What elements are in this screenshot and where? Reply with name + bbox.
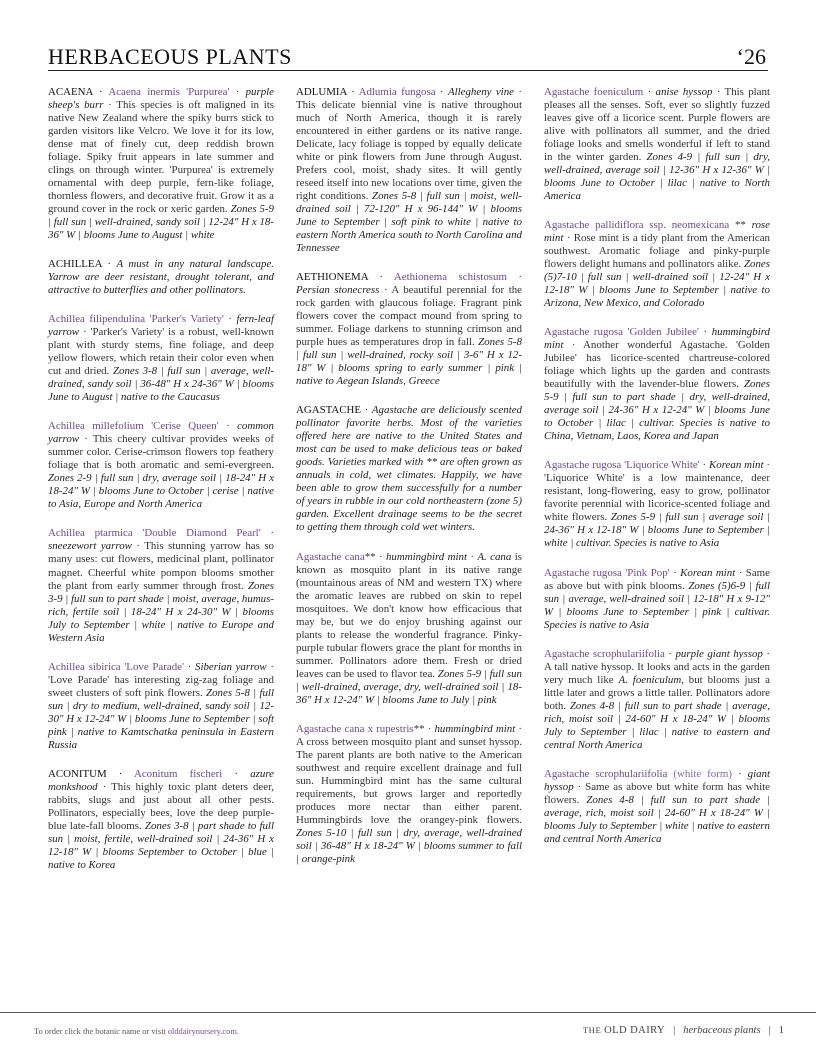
entry-text: · [731, 767, 748, 780]
entry-text: Zones 5-9 | full sun | well-drained, average, dry, well-drained soil | 18-36" H x 12-24" W | blooms June to July | pink [296, 667, 523, 706]
entry-text: Siberian yarrow [195, 660, 267, 673]
entry-text: · Same as above but white form has white flowers. [544, 780, 770, 806]
order-note-end: . [236, 1027, 239, 1036]
section-name: herbaceous plants [683, 1025, 761, 1036]
entry-text: · [699, 459, 710, 472]
entry-text: hummingbird mint [544, 326, 771, 352]
footer-separator: | [768, 1025, 771, 1036]
entry-text: · This cheery cultivar provides weeks of summer color. Cerise-crimson flowers top feathery foliage that is both aromatic and semi-evergreen. [48, 433, 274, 472]
entry-text: Zones 5-9 | full sun to part shade | dry, well-drained, average soil | 24-36" H x 12-24" W | blooms June to October | lilac | cultivar. Species is native to China, Vietnam, Laos, Korea and Japan [544, 378, 770, 443]
plant-name-link[interactable]: Agastache scrophulariifolia [544, 767, 668, 780]
brand-name: OLD DAIRY [604, 1025, 666, 1036]
genus-heading: ACHILLEA · [48, 258, 117, 271]
plant-entry-aethionema [296, 271, 522, 388]
entry-text: Agastache are deliciously scented pollinator favorite herbs. Most of the varieties offered here are native to the United States and most can be used to make delicious teas or baked goods. Varieties marked with ** are often grown as annuals in cold, wet climates. Happily, we have been able to grow them successfully for a number of years in rubble in our cold northeastern (zone 5) garden. Excellent drainage seems to be the secret to getting them through cold wet winters. [296, 404, 523, 534]
plant-entry-agastache-rug-pp [544, 567, 770, 632]
entry-text: Zones 5-10 | full sun | dry, average, well-drained soil | 36-48" H x 18-24" W | blooms summer to fall | orange-pink [296, 826, 522, 865]
plant-name-link[interactable]: Achillea ptarmica 'Double Diamond Pearl' [48, 527, 261, 540]
plant-entry-agastache-cana-rup [296, 723, 522, 866]
footer-separator: | [673, 1025, 676, 1036]
entry-text: Zones 5-8 | full sun | moist, well-drained soil | 72-120" H x 96-144" W | blooms June to September | soft pink to white | native to eastern North America south to North Carolina and Tennessee [296, 190, 522, 255]
entry-text: · [506, 271, 522, 284]
entry-text: A. foeniculum [618, 673, 682, 686]
entry-text: · [435, 86, 448, 98]
entry-text: Zones 5-8 | full sun | well-drained, rocky soil | 3-6" H x 12-18" W | blooms spring to early summer | pink | native to Aegean Islands, Greece [296, 336, 522, 388]
entry-text: · [229, 86, 246, 98]
plant-name-link[interactable]: Achillea millefolium 'Cerise Queen' [48, 420, 219, 433]
plant-name-link[interactable]: Agastache pallidiflora ssp. neomexicana [544, 219, 730, 232]
footer-divider [0, 1012, 816, 1013]
entry-text: · This stunning yarrow has so many uses: cut flowers, medicinal plant, pollinator magnet. Cheerful white pompon blooms smother the plant from early summer through frost. [48, 540, 275, 592]
plant-entry-agastache-rug-lw [544, 459, 770, 550]
entry-text: Zones 3-8 | part shade to full sun | moist, fertile, well-drained soil | 24-36" H x 12-18" W | blooms September to October | blue | native to Korea [48, 819, 274, 871]
plant-entry-achillea-mil [48, 420, 274, 511]
entry-text: , but blooms just a little later and grows a little taller. Pollinators adore both. [544, 673, 770, 712]
plant-entry-aconitum [48, 768, 274, 872]
plant-entry-agastache-scr-wf [544, 768, 770, 846]
entry-text: ** · [364, 550, 386, 563]
entry-text: Zones 5-9 | full sun | well-drained, sandy soil | 12-24" H x 18-36" W | blooms June to August | white [48, 203, 274, 242]
header-divider [48, 70, 768, 71]
entry-text: · This species is oft maligned in its native New Zealand where the spiky burrs stick to garden visitors like Velcro. We love it for its low, dense mat of finely cut, deep reddish brown foliage. Spiky fruit appears in late summer and clings on through winter. 'Purpurea' is extremely ornamental with deep purple, fern-like foliage, thornless flowers, and decorative fruit. Grow it as a ground cover in the rock or xeric garden. [48, 99, 274, 216]
entry-text: · [467, 550, 478, 563]
plant-entry-agastache-scr [544, 648, 770, 752]
catalog-column-3 [544, 86, 770, 846]
entry-text: · [222, 767, 251, 780]
entry-text: · [183, 660, 195, 673]
entry-text: · [664, 647, 676, 660]
entry-text: Zones 5-8 | full sun | dry to medium, well-drained, sandy soil | 12-30" H x 12-24" W | blooms June to September | soft pink | native to Kamtschatka peninsula in Eastern Russia [48, 686, 274, 751]
entry-text: Persian stonecress [296, 284, 380, 297]
genus-heading: AETHIONEMA · [296, 271, 394, 284]
plant-entry-agastache-pal [544, 219, 770, 310]
plant-entry-acaena [48, 86, 274, 242]
entry-text: · This delicate biennial vine is native throughout much of North America, though it is rarely encountered in either gardens or its native range. Delicate, lacy foliage is topped by equally delicate white or pink flowers from June through August. Prefers cool, moist, shady sites. It will gently reseed itself into new locations over time, given the right conditions. [296, 86, 522, 203]
entry-text: Zones 3-9 | full sun to part shade | moist, average, humus-rich, fertile soil | 18-24" H x 24-30" W | blooms July to September | white | native to Europe and Western Asia [48, 579, 274, 644]
entry-text: Zones 5-9 | full sun | average soil | 24-36" H x 12-18" W | blooms June to September | white | cultivar. Species is native to Asia [544, 511, 770, 550]
plant-name-link[interactable]: Adlumia fungosa [358, 86, 436, 98]
catalog-column-2 [296, 86, 522, 866]
entry-text: Korean mint [709, 459, 764, 472]
entry-text: Zones (5)7-10 | full sun | well-drained soil | 12-24" H x 12-18" W | blooms June to September | native to Arizona, New Mexico, and Colorado [544, 258, 770, 310]
entry-text: A must in any natural landscape. Yarrow are deer resistant, drought tolerant, and attractive to butterflies and other pollinators. [48, 258, 275, 297]
entry-text: · 'Love Parade' has interesting zig-zag foliage and sweet clusters of soft pink flowers. [48, 660, 274, 699]
entry-text: rose mint [544, 219, 771, 245]
page-header [48, 44, 768, 70]
entry-text: · 'Liquorice White' is a low maintenance, deer resistant, long-flowering, easy to grow, pollinator favorite perennial with licorice-scented foliage and white flowers. [544, 459, 771, 524]
entry-text: A. cana [477, 550, 512, 563]
plant-name-link[interactable]: Agastache rugosa 'Liquorice White' [544, 459, 700, 472]
entry-text: ** [729, 219, 752, 232]
plant-name-link[interactable]: Agastache foeniculum [544, 86, 644, 98]
entry-text: purple sheep's burr [48, 86, 274, 112]
entry-text: hummingbird mint [385, 550, 467, 563]
plant-entry-achillea-pta [48, 527, 274, 644]
entry-text: Korean mint [680, 566, 736, 579]
page-number: 1 [778, 1025, 784, 1036]
entry-text: · [643, 86, 656, 98]
entry-text: · [223, 313, 237, 326]
entry-text: Zones 4-9 | full sun | dry, well-drained, average soil | 12-36" H x 12-36" W | blooms June to October | lilac | native to North America [544, 151, 771, 203]
order-note-text: To order click the botanic name or visit [34, 1027, 168, 1036]
entry-text: Zones 2-9 | full sun | dry, average soil | 18-24" H x 18-24" W | blooms June to October | cerise | native to Asia, Europe and North America [48, 472, 274, 511]
catalog-columns [48, 86, 770, 986]
entry-text: · [218, 420, 238, 433]
entry-text: ** · [413, 722, 435, 735]
plant-name-link[interactable]: Agastache rugosa 'Golden Jubilee' [544, 326, 699, 339]
plant-entry-achillea-sib [48, 661, 274, 752]
entry-text: · A beautiful perennial for the rock garden with glaucous foliage. Fragrant pink flowers cover the compact mound from spring to summer. Foliage darkens to stunning crimson and purple hues as temperatures drop in fall. [296, 284, 522, 349]
footer-brand [583, 1025, 784, 1036]
plant-entry-achillea [48, 258, 274, 297]
plant-name-link[interactable]: Aconitum fischeri [133, 767, 223, 780]
genus-heading: ADLUMIA · [296, 86, 359, 98]
plant-name-link[interactable]: Agastache cana [296, 550, 365, 563]
entry-text: Zones 3-8 | full sun | average, well-drained, sandy soil | 36-48" H x 24-36" W | blooms June to August | native to the Caucasus [48, 365, 275, 404]
entry-text: · Rose mint is a tidy plant from the American southwest. Aromatic foliage and pinky-purple flowers delight humans and pollinators alike. [544, 232, 770, 271]
entry-text: Zones 4-8 | full sun to part shade | average, rich, moist soil | 24-60" H x 18-24" W | blooms July to September | white | native to eastern and central North America [544, 793, 770, 845]
genus-heading: AGASTACHE · [296, 404, 372, 417]
entry-text: is known as mosquito plant in its native range (mountainous areas of NM and western TX) where the aromatic leaves are rubbed on skin to repel mosquitoes. We don't know how efficacious that may be, but we do enjoy brushing against our plants to release the wonderful fragrance. Pinky-purple tubular flowers grace the plant for months in summer. Pollinators adore them. Fresh or dried leaves can be used to flavor tea. [296, 550, 522, 680]
entry-text: anise hyssop [655, 86, 713, 98]
plant-entry-achillea-fil [48, 313, 274, 404]
entry-text: Zones 4-8 | full sun to part shade | average, rich, moist soil | 24-60" H x 18-24" W | blooms July to September | lilac | native to eastern and central North America [544, 699, 770, 751]
entry-text: · Same as above but with pink blooms. [544, 566, 770, 592]
website-link[interactable]: olddairynursery.com [167, 1027, 237, 1036]
entry-text: hummingbird mint [434, 722, 516, 735]
brand-article: THE [582, 1025, 605, 1035]
plant-name-link[interactable]: Achillea filipendulina 'Parker's Variety' [48, 313, 224, 326]
plant-name-link[interactable]: Acaena inermis 'Purpurea' [108, 86, 230, 98]
plant-name-link[interactable]: Aethionema schistosum [393, 271, 507, 284]
entry-text: · [698, 326, 712, 339]
entry-text: · [260, 527, 274, 540]
entry-text: giant hyssop [544, 767, 771, 793]
entry-text: · A cross between mosquito plant and sunset hyssop. The parent plants are both native to the American southwest and require excellent drainage and full sun. Hummingbird mint has the same cultural requirements, but grows larger and reportedly produces more nectar than either parent. Hummingbirds love the orangey-pink flowers. [296, 722, 523, 826]
entry-text: azure monkshood [48, 767, 274, 793]
order-note [34, 1027, 239, 1036]
entry-text: · This highly toxic plant deters deer, rabbits, slugs and just about all other pests. Pollinators, especially bees, love the deep purple-blue late-fall blooms. [48, 780, 274, 832]
catalog-column-1 [48, 86, 274, 872]
entry-text: purple giant hyssop [675, 647, 763, 660]
page-title: HERBACEOUS PLANTS [48, 44, 292, 69]
entry-text: sneezewort yarrow [48, 540, 132, 553]
plant-entry-agastache-rug-gj [544, 326, 770, 443]
entry-text: · 'Parker's Variety' is a robust, well-known plant with sturdy stems, fine foliage, and deep yellow flowers, which retain their color even when cut and dried. [48, 326, 274, 378]
plant-entry-agastache-cana [296, 551, 522, 707]
entry-text: Zones (5)6-9 | full sun | average, well-drained soil | 12-18" H x 9-12" W | blooms June to September | pink | cultivar. Species is native to Asia [544, 579, 770, 631]
entry-text: · A tall native hyssop. It looks and acts in the garden very much like [544, 647, 771, 686]
entry-text: fern-leaf yarrow [48, 313, 274, 339]
entry-text: (white form) [673, 767, 732, 780]
plant-name-link[interactable]: Agastache cana x rupestris [296, 722, 414, 735]
entry-text: · This plant pleases all the senses. Soft, ever so slightly fuzzed leaves give off a licorice scent. Purple flowers are alive with pollinators all summer, and the dried foliage looks and smells wonderful if left to stand in the winter garden. [544, 86, 770, 164]
plant-name-link[interactable]: Agastache scrophulariifolia [544, 647, 665, 660]
genus-heading: ACAENA · [48, 86, 109, 98]
plant-name-link[interactable]: Agastache rugosa 'Pink Pop' [544, 566, 670, 579]
plant-name-link[interactable]: Achillea sibirica 'Love Parade' [48, 660, 184, 673]
entry-text: Allegheny vine [447, 86, 514, 98]
catalog-year: ‘26 [736, 44, 766, 69]
entry-text: common yarrow [48, 420, 274, 446]
entry-text: · Another wonderful Agastache. 'Golden Jubilee' has licorice-scented chartreuse-colored foliage which lights up the garden and contrasts beautifully with the lavender-blue flowers. [544, 339, 770, 391]
genus-heading: ACONITUM · [48, 767, 134, 780]
plant-entry-agastache [296, 404, 522, 534]
plant-entry-adlumia [296, 86, 522, 255]
plant-entry-agastache-foe [544, 86, 770, 203]
entry-text: · [669, 566, 681, 579]
